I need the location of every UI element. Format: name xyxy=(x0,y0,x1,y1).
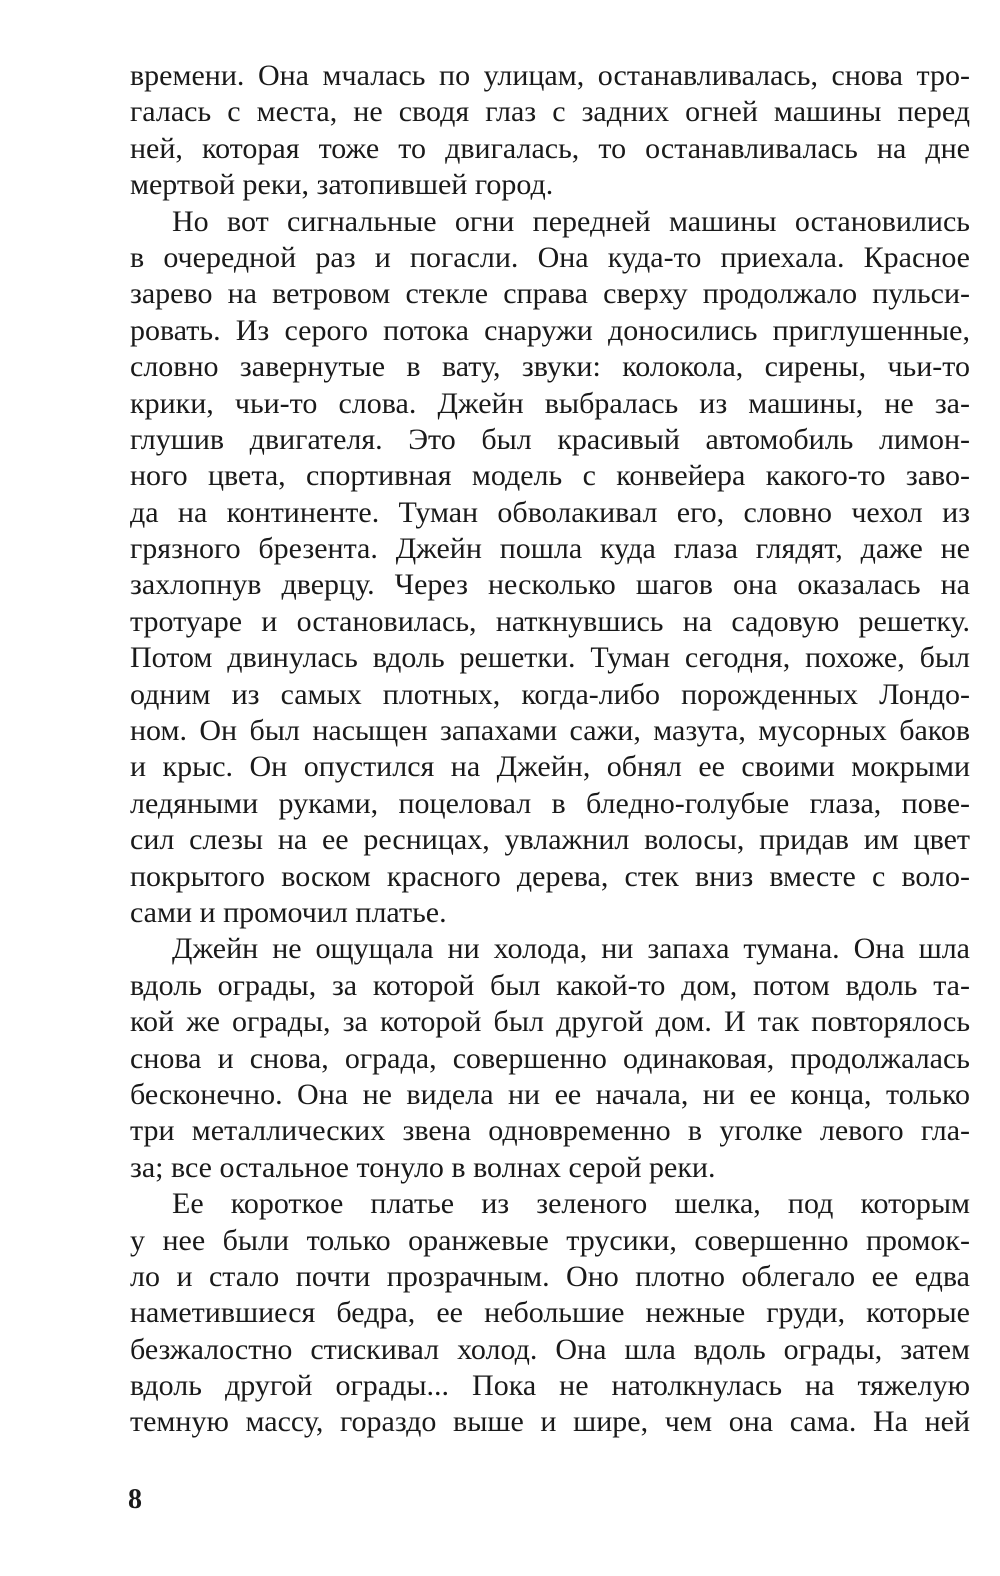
paragraph-4 xyxy=(130,1186,970,1441)
text-line: покрытого воском красного дерева, стек вниз вместе с воло- xyxy=(130,859,970,893)
text-line: вдоль другой ограды... Пока не натолкнулась на тяжелую xyxy=(130,1369,970,1403)
text-line: Потом двинулась вдоль решетки. Туман сегодня, похоже, был xyxy=(130,641,970,675)
text-line: мертвой реки, затопившей город. xyxy=(130,168,554,202)
paragraph-2 xyxy=(130,204,970,932)
text-line: безжалостно стискивал холод. Она шла вдоль ограды, затем xyxy=(130,1332,970,1366)
text-line: глушив двигателя. Это был красивый автомобиль лимон- xyxy=(130,422,970,456)
text-line: ледяными руками, поцеловал в бледно-голубые глаза, пове- xyxy=(130,786,970,820)
text-line: за; все остальное тонуло в волнах серой реки. xyxy=(130,1150,716,1184)
text-line: словно завернутые в вату, звуки: колокола, сирены, чьи-то xyxy=(130,350,970,384)
text-line: одним из самых плотных, когда-либо порожденных Лондо- xyxy=(130,677,970,711)
text-line: у нее были только оранжевые трусики, совершенно промок- xyxy=(130,1223,970,1257)
text-line: времени. Она мчалась по улицам, останавливалась, снова тро- xyxy=(130,59,970,92)
body-text xyxy=(130,58,970,1441)
text-line: наметившиеся бедра, ее небольшие нежные груди, которые xyxy=(130,1296,970,1330)
text-line: сами и промочил платье. xyxy=(130,895,447,929)
text-line: ного цвета, спортивная модель с конвейера какого-то заво- xyxy=(130,459,970,493)
text-line: ло и стало почти прозрачным. Оно плотно облегало ее едва xyxy=(130,1259,970,1293)
text-line: да на континенте. Туман обволакивал его, словно чехол из xyxy=(130,495,970,529)
text-line: и крыс. Он опустился на Джейн, обнял ее своими мокрыми xyxy=(130,750,970,784)
text-line: кой же ограды, за которой был другой дом. И так повторялось xyxy=(130,1005,970,1039)
text-line: тротуаре и остановилась, наткнувшись на садовую решетку. xyxy=(130,604,970,638)
page-number: 8 xyxy=(128,1484,142,1515)
text-line: грязного брезента. Джейн пошла куда глаза глядят, даже не xyxy=(130,532,970,566)
text-line: ней, которая тоже то двигалась, то останавливалась на дне xyxy=(130,131,970,165)
text-line: крики, чьи-то слова. Джейн выбралась из машины, не за- xyxy=(130,386,970,420)
text-line: сил слезы на ее ресницах, увлажнил волосы, придав им цвет xyxy=(130,823,970,857)
text-line: темную массу, гораздо выше и шире, чем она сама. На ней xyxy=(130,1405,970,1439)
text-line: ровать. Из серого потока снаружи доносились приглушенные, xyxy=(130,313,970,347)
text-line: зарево на ветровом стекле справа сверху продолжало пульси- xyxy=(130,277,970,311)
text-line: три металлических звена одновременно в уголке левого гла- xyxy=(130,1114,970,1148)
text-line: галась с места, не сводя глаз с задних огней машины перед xyxy=(130,95,970,129)
text-line: ном. Он был насыщен запахами сажи, мазута, мусорных баков xyxy=(130,714,970,748)
paragraph-1 xyxy=(130,58,970,204)
text-line: вдоль ограды, за которой был какой-то дом, потом вдоль та- xyxy=(130,968,970,1002)
paragraph-3 xyxy=(130,931,970,1186)
text-line: Джейн не ощущала ни холода, ни запаха тумана. Она шла xyxy=(172,932,970,966)
text-line: захлопнув дверцу. Через несколько шагов она оказалась на xyxy=(130,568,970,602)
text-line: в очередной раз и погасли. Она куда-то приехала. Красное xyxy=(130,240,970,274)
text-line: Ее короткое платье из зеленого шелка, под которым xyxy=(172,1187,970,1221)
text-line: бесконечно. Она не видела ни ее начала, ни ее конца, только xyxy=(130,1077,970,1111)
text-line: Но вот сигнальные огни передней машины остановились xyxy=(172,204,970,238)
text-line: снова и снова, ограда, совершенно одинаковая, продолжалась xyxy=(130,1041,970,1075)
